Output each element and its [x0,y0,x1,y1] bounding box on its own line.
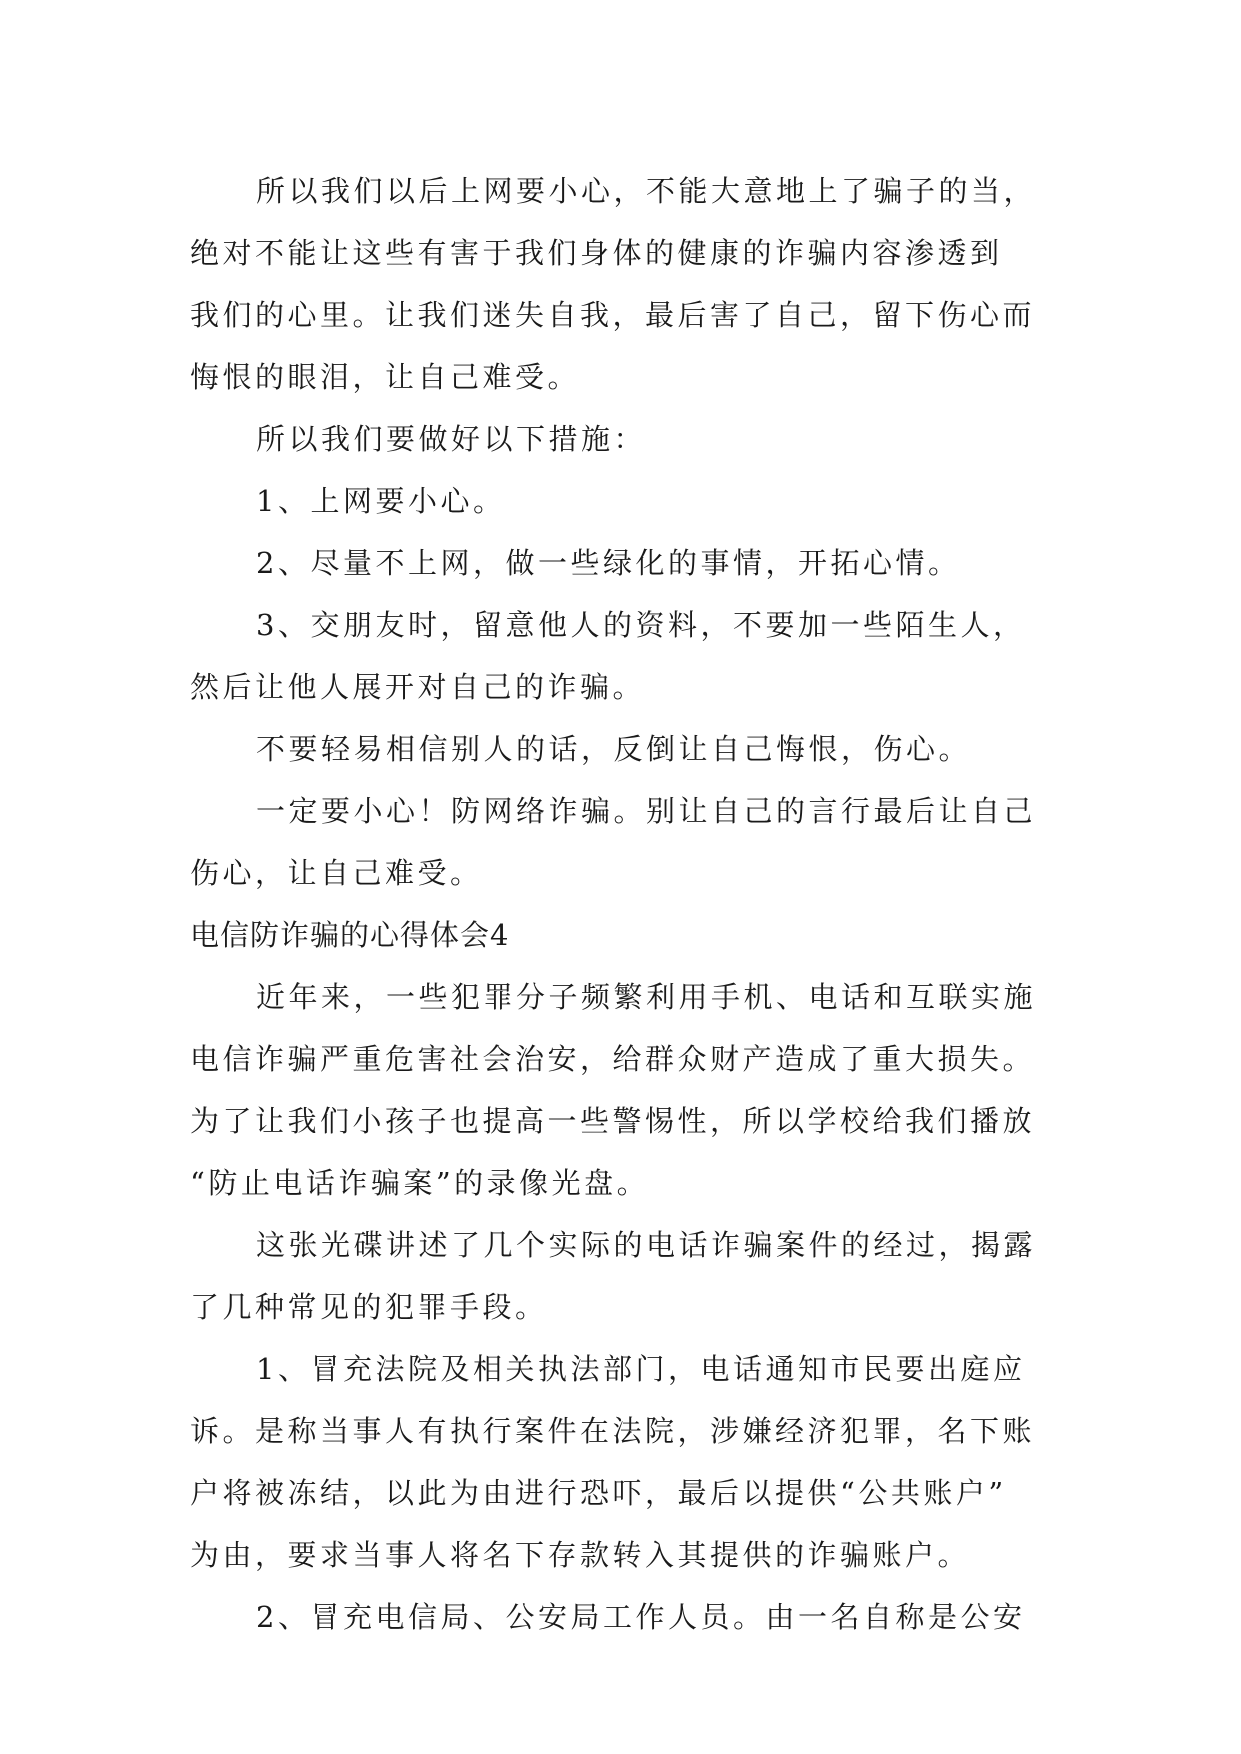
paragraph-line: 为了让我们小孩子也提高一些警惕性，所以学校给我们播放 [190,1104,1036,1138]
list-item: 1、上网要小心。 [256,484,506,518]
document-body [190,160,1050,1648]
paragraph-line: 了几种常见的犯罪手段。 [190,1290,548,1324]
paragraph-line: 所以我们以后上网要小心，不能大意地上了骗子的当， [256,174,1037,208]
paragraph-line: 户将被冻结，以此为由进行恐吓，最后以提供“公共账户” [190,1476,1007,1510]
paragraph-line: 这张光碟讲述了几个实际的电话诈骗案件的经过，揭露 [256,1228,1037,1262]
list-item: 3、交朋友时，留意他人的资料，不要加一些陌生人， [256,608,1026,642]
paragraph-line: 所以我们要做好以下措施： [256,422,647,456]
list-item: 2、尽量不上网，做一些绿化的事情，开拓心情。 [256,546,961,580]
paragraph-line: 我们的心里。让我们迷失自我，最后害了自己，留下伤心而 [190,298,1036,332]
paragraph-line: 悔恨的眼泪，让自己难受。 [190,360,581,394]
list-item: 2、冒充电信局、公安局工作人员。由一名自称是公安 [256,1600,1026,1634]
paragraph-line: 一定要小心！防网络诈骗。别让自己的言行最后让自己 [256,794,1037,828]
paragraph-line: 电信诈骗严重危害社会治安，给群众财产造成了重大损失。 [190,1042,1036,1076]
list-item: 1、冒充法院及相关执法部门，电话通知市民要出庭应 [256,1352,1026,1386]
paragraph-line: 诉。是称当事人有执行案件在法院，涉嫌经济犯罪，名下账 [190,1414,1036,1448]
paragraph-line: 近年来，一些犯罪分子频繁利用手机、电话和互联实施 [256,980,1037,1014]
paragraph-line: 伤心，让自己难受。 [190,856,483,890]
paragraph-line: 绝对不能让这些有害于我们身体的健康的诈骗内容渗透到 [190,236,1003,270]
section-heading: 电信防诈骗的心得体会4 [190,918,510,952]
paragraph-line: “防止电话诈骗案”的录像光盘。 [190,1166,650,1200]
paragraph-line: 为由，要求当事人将名下存款转入其提供的诈骗账户。 [190,1538,971,1572]
paragraph-line: 然后让他人展开对自己的诈骗。 [190,670,646,704]
paragraph-line: 不要轻易相信别人的话，反倒让自己悔恨，伤心。 [256,732,972,766]
